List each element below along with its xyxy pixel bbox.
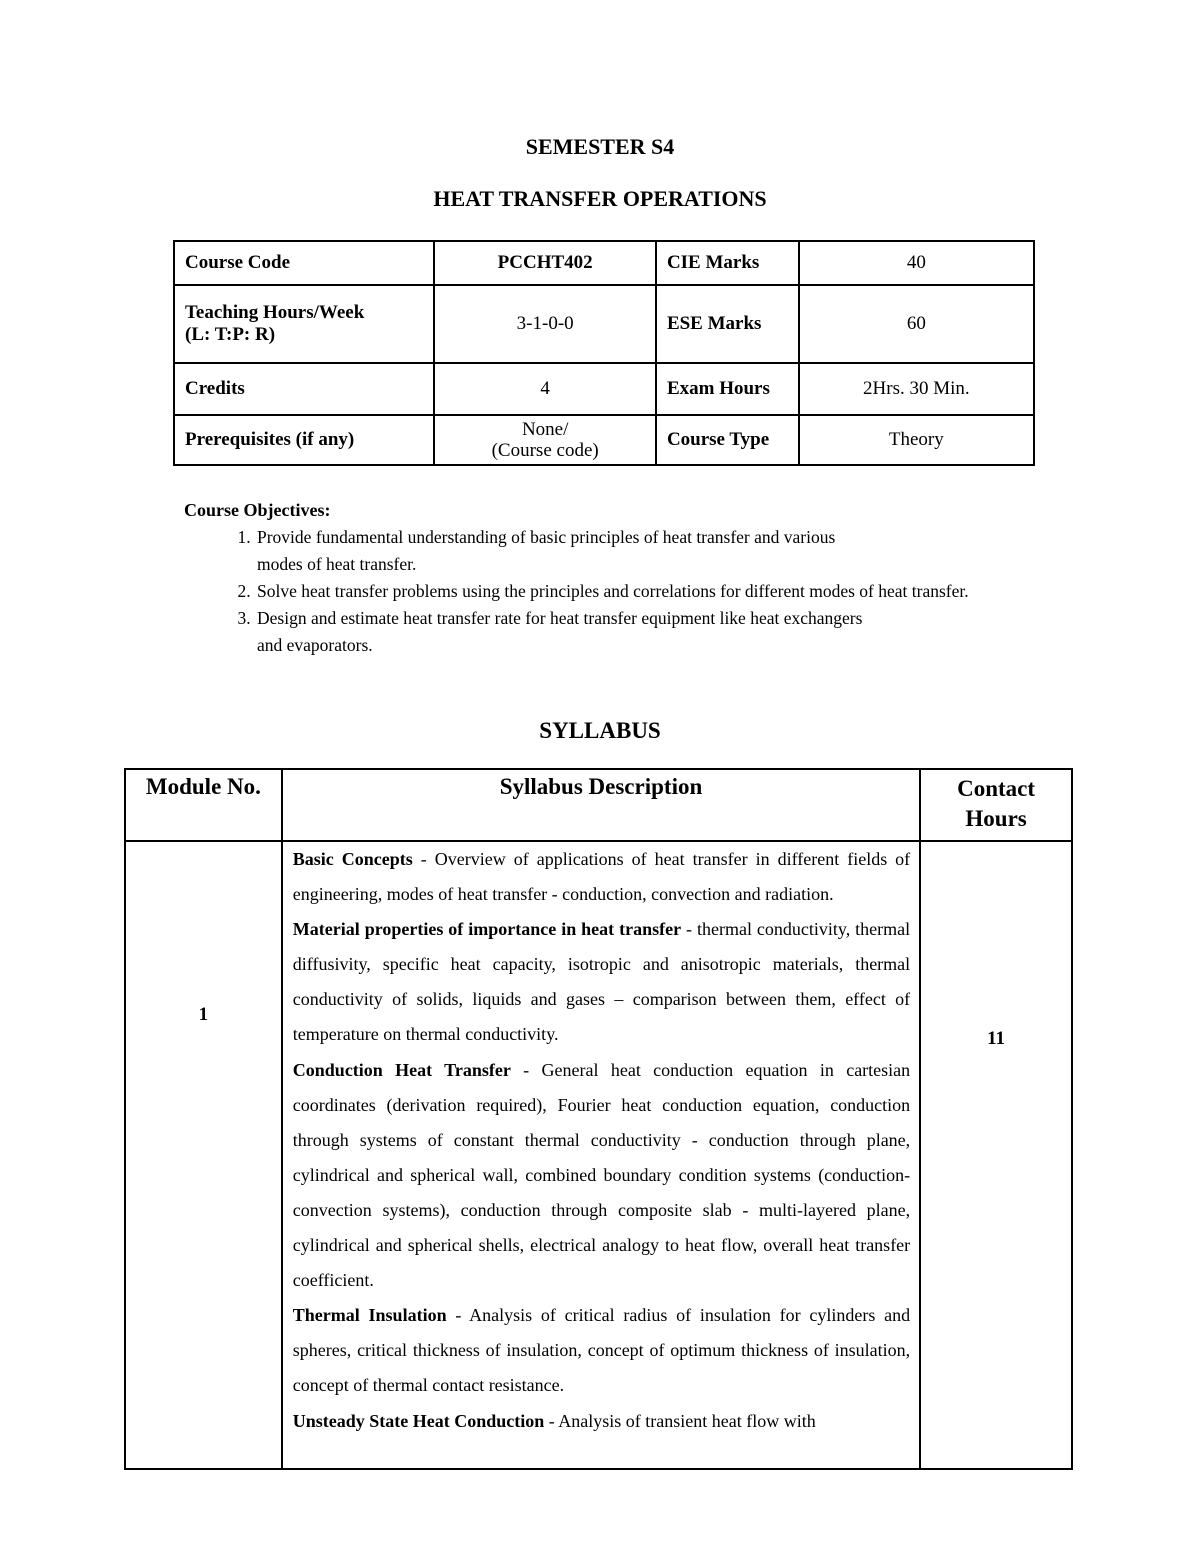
topic-material-properties [293, 912, 910, 1052]
objective-item: 1. Provide fundamental understanding of basic principles of heat transfer and various modes of heat transfer. [255, 524, 1024, 578]
topic-thermal-insulation [293, 1298, 910, 1403]
info-row-prerequisites [174, 415, 1034, 465]
topic-title: Basic Concepts [292, 849, 413, 869]
objectives-list [184, 524, 1024, 659]
module-description [282, 841, 920, 1469]
cie-marks-label: CIE Marks [656, 241, 799, 285]
objectives-heading: Course Objectives: [184, 500, 331, 520]
module-number: 1 [125, 841, 282, 1469]
teaching-hours-value: 3-1-0-0 [434, 285, 656, 363]
course-title: HEAT TRANSFER OPERATIONS [433, 186, 767, 211]
topic-title: Unsteady State Heat Conduction [292, 1410, 545, 1431]
topic-title: Thermal Insulation [292, 1305, 447, 1326]
info-row-course-code [174, 241, 1034, 285]
teaching-hours-label [174, 285, 434, 363]
topic-text: - Analysis of transient heat flow with [544, 1410, 816, 1431]
ese-marks-value: 60 [799, 285, 1034, 363]
course-type-value: Theory [799, 415, 1034, 465]
course-info-table [173, 240, 1035, 466]
syllabus-header-row [125, 769, 1072, 841]
credits-label: Credits [174, 363, 434, 415]
topic-text: - Analysis of critical radius of insulation for cylinders and spheres, critical thickness of insulation, concept of optimum thickness of insulation, concept of thermal contact resistance. [292, 1305, 911, 1396]
course-code-label: Course Code [174, 241, 434, 285]
info-row-credits [174, 363, 1034, 415]
topic-text: - General heat conduction equation in cartesian coordinates (derivation required), Fourier heat conduction equation, conduction through systems of constant thermal conductivity - conduction through plane, cylindrical and spherical wall, combined boundary condition systems (conduction-convection systems), conduction through composite slab - multi-layered plane, cylindrical and spherical shells, electrical analogy to heat flow, overall heat transfer coefficient. [292, 1059, 911, 1291]
module-row [125, 841, 1072, 1469]
prerequisites-label: Prerequisites (if any) [174, 415, 434, 465]
teaching-hours-label-line1: Teaching Hours/Week [185, 302, 365, 323]
prerequisites-value-line1: None/ [521, 419, 569, 440]
topic-text: - thermal conductivity, thermal diffusivity, specific heat capacity, isotropic and anisotropic materials, thermal conductivity of solids, liquids and gases – comparison between them, effect of temperature on thermal conductivity. [292, 919, 911, 1045]
topic-conduction-heat-transfer [293, 1053, 910, 1299]
semester-heading: SEMESTER S4 [525, 134, 675, 159]
topic-title: Material properties of importance in heat transfer [292, 919, 682, 940]
teaching-hours-label-line2: (L: T:P: R) [185, 324, 276, 345]
prerequisites-value-line2: (Course code) [491, 440, 599, 461]
topic-basic-concepts [293, 842, 910, 912]
exam-hours-value: 2Hrs. 30 Min. [799, 363, 1034, 415]
course-objectives [184, 497, 1024, 659]
exam-hours-label: Exam Hours [656, 363, 799, 415]
prerequisites-value [434, 415, 656, 465]
objective-item: 2. Solve heat transfer problems using the principles and correlations for different modes of heat transfer. [255, 578, 1024, 605]
syllabus-heading: SYLLABUS [539, 718, 661, 743]
course-type-label: Course Type [656, 415, 799, 465]
topic-title: Conduction Heat Transfer [292, 1059, 511, 1080]
contact-hours-header: Contact Hours [920, 769, 1072, 841]
topic-text: - Overview of applications of heat transfer in different fields of engineering, modes of heat transfer - conduction, convection and radiation. [292, 849, 911, 905]
credits-value: 4 [434, 363, 656, 415]
contact-hours-value: 11 [920, 841, 1072, 1469]
syllabus-description-header: Syllabus Description [282, 769, 920, 841]
topic-unsteady-state [293, 1404, 910, 1439]
ese-marks-label: ESE Marks [656, 285, 799, 363]
info-row-teaching-hours [174, 285, 1034, 363]
module-no-header: Module No. [125, 769, 282, 841]
course-code-value: PCCHT402 [434, 241, 656, 285]
objective-item: 3. Design and estimate heat transfer rate for heat transfer equipment like heat exchangers and evaporators. [255, 605, 1024, 659]
syllabus-table [124, 768, 1073, 1470]
cie-marks-value: 40 [799, 241, 1034, 285]
